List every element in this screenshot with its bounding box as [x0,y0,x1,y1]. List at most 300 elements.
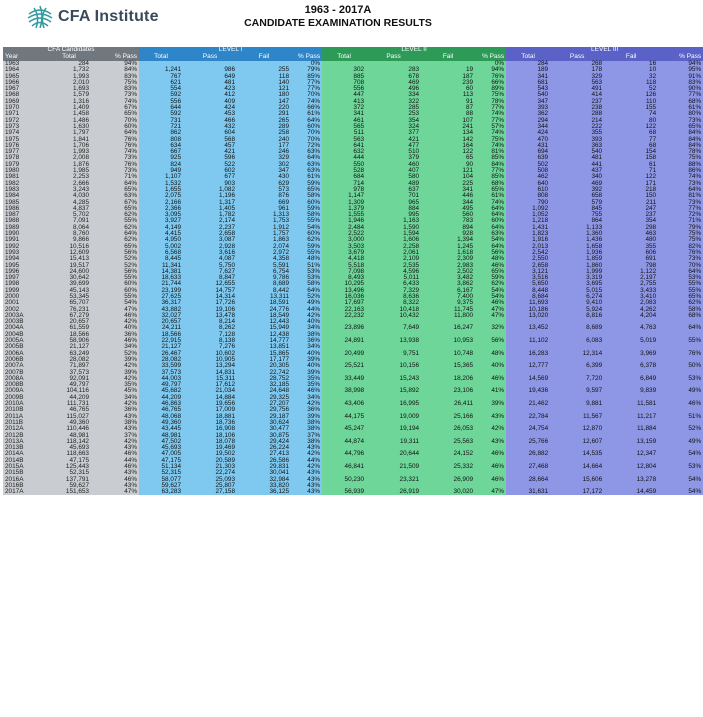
table-cell: 372 [322,105,366,111]
table-cell: 253 [366,111,421,117]
table-cell: 496 [366,86,421,92]
table-cell: 25,332 [421,464,475,470]
table-cell: 55% [291,250,322,256]
year-cell: 1992 [3,244,47,250]
table-cell: 76% [91,143,139,149]
year-cell: 2001 [3,300,47,306]
table-cell: 432 [183,124,237,130]
table-cell: 214 [550,118,604,124]
table-cell: 50,230 [322,477,366,483]
table-cell: 461 [322,118,366,124]
table-cell: 481 [550,155,604,161]
table-cell: 65 [421,155,475,161]
table-cell: 17,697 [322,300,366,306]
table-cell: 60% [291,200,322,206]
table-cell: 46% [475,477,506,483]
table-cell: 2,083 [604,300,658,306]
table-cell: 53% [291,269,322,275]
table-cell: 121 [421,168,475,174]
table-cell: 110,446 [47,426,91,432]
table-cell: 8,064 [47,225,91,231]
table-cell: 2,755 [604,281,658,287]
table-cell: 447 [322,92,366,98]
table-cell: 341 [322,111,366,117]
table-cell: 28,082 [139,357,183,363]
table-cell: 90 [421,162,475,168]
table-cell: 68 [604,130,658,136]
table-cell: 885 [322,74,366,80]
table-cell: 284 [506,61,550,67]
table-cell: 393 [550,137,604,143]
table-cell: 38% [291,439,322,445]
table-cell: 363 [550,143,604,149]
table-cell: 6,754 [237,269,291,275]
year-cell: 1998 [3,281,47,287]
table-cell: 14,831 [183,370,237,376]
table-cell: 19 [421,67,475,73]
table-cell: 68% [475,181,506,187]
table-cell: 12,777 [506,363,550,369]
table-cell: 67% [91,105,139,111]
table-cell: 1,379 [322,206,366,212]
table-cell: 1,163 [366,218,421,224]
table-cell: 13,311 [237,294,291,300]
table-cell: 178 [550,67,604,73]
table-cell: 63% [291,162,322,168]
table-cell: 68% [658,99,703,105]
year-cell: 1977 [3,149,47,155]
year-cell: 2011A [3,414,47,420]
table-cell: 437 [550,168,604,174]
table-cell: 691 [604,256,658,262]
table-cell: 21,127 [139,344,183,350]
table-cell: 30,642 [47,275,91,281]
table-cell: 808 [139,137,183,143]
table-cell: 2,174 [183,218,237,224]
logo-text: CFA Institute [58,8,159,25]
table-cell: 68% [658,313,703,319]
table-cell: 1,107 [139,174,183,180]
table-cell: 677 [183,174,237,180]
table-cell: 29,831 [237,464,291,470]
table-cell: 43% [291,483,322,489]
table-cell: 4,596 [366,269,421,275]
table-cell: 14,535 [550,451,604,457]
table-cell: 1,431 [506,225,550,231]
table-cell: 5,650 [506,281,550,287]
table-cell: 43,445 [139,426,183,432]
table-cell: 3,862 [421,281,475,287]
table-cell: 14,569 [506,376,550,382]
table-cell: 61% [291,174,322,180]
table-cell: 36% [91,407,139,413]
table-cell: 334 [366,92,421,98]
table-cell: 15,892 [366,388,421,394]
table-cell: 8,138 [183,338,237,344]
table-cell: 1,579 [47,92,91,98]
table-cell: 45% [91,388,139,394]
table-cell: 40% [91,325,139,331]
table-cell: 556 [139,99,183,105]
table-cell: 14,777 [237,338,291,344]
table-cell: 4,204 [604,313,658,319]
table-cell: 621 [139,80,183,86]
table-cell: 10,186 [506,307,550,313]
table-cell: 40% [291,363,322,369]
table-cell: 18,736 [183,420,237,426]
table-cell: 798 [604,263,658,269]
table-cell: 258 [237,130,291,136]
group-header-3: LEVEL III [506,47,703,54]
table-cell: 1,147 [322,193,366,199]
table-cell: 13,478 [183,313,237,319]
table-cell: 70% [291,130,322,136]
table-cell: 16,995 [366,401,421,407]
table-cell: 73% [658,200,703,206]
table-cell: 409 [183,99,237,105]
year-cell: 2007B [3,370,47,376]
results-table [3,47,703,495]
table-cell: 13,452 [506,325,550,331]
table-cell: 8,445 [139,256,183,262]
table-cell: 1,316 [47,99,91,105]
group-header-2: LEVEL II [322,47,506,54]
table-cell: 45,247 [322,426,366,432]
table-cell: 3,121 [506,269,550,275]
table-cell: 49% [658,439,703,445]
table-cell: 6,399 [550,363,604,369]
table-cell: 20,589 [183,458,237,464]
table-cell: 19,436 [506,388,550,394]
table-cell: 43% [475,414,506,420]
table-cell: 2,522 [322,231,366,237]
table-cell: 64% [475,244,506,250]
table-cell: 189 [506,67,550,73]
table-cell: 824 [139,162,183,168]
table-cell: 592 [139,111,183,117]
table-cell: 681 [506,80,550,86]
table-cell: 225 [421,181,475,187]
table-cell: 49% [658,388,703,394]
table-cell: 48,981 [139,433,183,439]
table-cell: 25,766 [506,439,550,445]
table-cell: 522 [183,162,237,168]
table-cell: 21,744 [139,281,183,287]
table-cell: 2,542 [506,250,550,256]
table-cell: 414 [550,92,604,98]
table-cell: 14,314 [183,294,237,300]
table-cell: 49,360 [47,420,91,426]
table-cell: 1,052 [506,212,550,218]
table-cell: 11,884 [604,426,658,432]
table-cell: 241 [421,124,475,130]
table-cell: 808 [506,193,550,199]
table-cell: 70% [91,118,139,124]
year-cell: 2006A [3,351,47,357]
table-cell: 13,020 [506,313,550,319]
table-cell: 58% [291,281,322,287]
table-cell: 46,765 [139,407,183,413]
table-cell: 46% [475,376,506,382]
table-row [3,489,703,495]
table-cell: 29,756 [237,407,291,413]
table-cell: 10,953 [421,338,475,344]
table-cell: 54% [91,300,139,306]
table-cell: 43% [91,483,139,489]
table-cell: 2,928 [183,244,237,250]
table-cell: 25,093 [183,477,237,483]
table-cell: 48,068 [139,414,183,420]
year-cell: 1987 [3,212,47,218]
table-cell: 12,655 [183,281,237,287]
year-cell: 1971 [3,111,47,117]
table-cell: 26,467 [139,351,183,357]
table-cell: 783 [421,218,475,224]
table-cell: 147 [237,99,291,105]
table-cell: 412 [183,92,237,98]
column-header: Fail [604,54,658,61]
table-cell: 24,891 [322,338,366,344]
table-cell: 1,732 [47,67,91,73]
table-cell: 91% [658,74,703,80]
table-cell: 77% [475,168,506,174]
table-cell: 470 [506,137,550,143]
table-cell: 62% [291,237,322,243]
table-cell: 29,187 [237,414,291,420]
table-cell: 1,360 [550,231,604,237]
table-cell: 634 [139,143,183,149]
table-cell: 67,279 [47,313,91,319]
table-cell: 239 [421,80,475,86]
column-header: % Pass [91,54,139,61]
table-cell: 637 [366,187,421,193]
page-subtitle: CANDIDATE EXAMINATION RESULTS [244,17,432,29]
table-cell: 107 [421,118,475,124]
table-cell: 2,008 [47,155,91,161]
table-cell: 10,905 [183,357,237,363]
table-cell: 30,020 [421,489,475,495]
table-cell: 53,345 [47,294,91,300]
table-cell: 42% [291,401,322,407]
table-cell: 629 [237,181,291,187]
table-cell: 3,433 [604,288,658,294]
table-cell: 75% [658,155,703,161]
table-cell: 441 [550,162,604,168]
table-cell: 1,313 [237,212,291,218]
table-cell: 5,518 [322,263,366,269]
table-cell: 5,591 [237,263,291,269]
table-cell: 3,243 [47,187,91,193]
table-cell: 19,502 [183,451,237,457]
table-cell: 8,322 [366,300,421,306]
table-cell: 845 [550,206,604,212]
table-cell: 430 [237,174,291,180]
table-cell: 47,175 [139,458,183,464]
table-cell: 6,849 [604,376,658,382]
table-cell: 74% [475,143,506,149]
table-cell: 2,013 [506,244,550,250]
table-cell: 18,591 [237,300,291,306]
table-cell: 1,606 [366,237,421,243]
table-cell: 46% [658,401,703,407]
table-cell: 4,950 [139,237,183,243]
table-cell: 5,015 [550,288,604,294]
table-cell: 731 [139,118,183,124]
table-cell: 2,550 [506,256,550,262]
table-cell: 5,011 [366,275,421,281]
table-cell: 3,000 [322,237,366,243]
year-cell: 1989 [3,225,47,231]
table-cell: 392 [550,187,604,193]
table-cell: 46% [91,451,139,457]
table-cell: 1,782 [183,212,237,218]
table-cell: 667 [139,149,183,155]
table-cell: 53% [291,275,322,281]
table-cell: 16,283 [506,351,550,357]
table-cell: 1,436 [550,237,604,243]
table-cell: 77% [475,105,506,111]
table-cell: 56% [91,250,139,256]
table-cell: 1,594 [366,231,421,237]
table-cell: 6,167 [421,288,475,294]
table-cell: 47% [91,489,139,495]
table-cell: 7,128 [183,332,237,338]
table-cell: 74% [291,99,322,105]
table-cell: 238 [550,105,604,111]
table-cell: 13,294 [183,363,237,369]
table-cell: 187 [421,74,475,80]
table-cell: 65% [91,206,139,212]
table-cell: 708 [322,80,366,86]
table-cell: 24,152 [421,451,475,457]
year-cell: 2016A [3,477,47,483]
table-cell: 79% [658,225,703,231]
table-cell: 1,532 [139,181,183,187]
table-cell: 11,581 [604,401,658,407]
table-cell: 14,884 [183,395,237,401]
table-cell: 8,689 [550,325,604,331]
table-cell: 84% [475,162,506,168]
table-cell: 81% [658,193,703,199]
table-cell: 1,860 [550,263,604,269]
table-cell: 268 [550,61,604,67]
table-cell: 466 [183,118,237,124]
table-cell: 43% [91,445,139,451]
table-cell: 0% [291,61,322,67]
table-cell: 25,166 [421,414,475,420]
table-cell: 240 [237,137,291,143]
table-cell: 12,804 [604,464,658,470]
table-cell: 4,358 [237,256,291,262]
table-cell: 329 [237,155,291,161]
table-cell: 354 [604,218,658,224]
year-cell: 1990 [3,231,47,237]
table-cell: 44,003 [139,376,183,382]
table-cell: 24,211 [139,325,183,331]
year-cell: 2011B [3,420,47,426]
table-cell: 11,102 [506,338,550,344]
table-cell: 550 [322,162,366,168]
table-cell: 59% [475,275,506,281]
table-cell: 1,993 [47,74,91,80]
table-cell: 49,360 [139,420,183,426]
table-cell: 2,197 [604,275,658,281]
table-cell: 7,329 [366,288,421,294]
table-cell: 347 [506,99,550,105]
column-header: Total [139,54,183,61]
table-cell: 1,797 [47,130,91,136]
table-cell: 155 [604,105,658,111]
table-cell: 151,653 [47,489,91,495]
table-cell: 2,253 [47,174,91,180]
table-cell: 32,185 [237,382,291,388]
table-cell: 39% [475,401,506,407]
table-cell: 54% [658,477,703,483]
table-cell: 15,243 [366,376,421,382]
year-cell: 2009B [3,395,47,401]
table-cell: 83% [91,74,139,80]
table-cell: 94% [91,61,139,67]
table-cell: 1,317 [183,200,237,206]
table-cell: 33,599 [139,363,183,369]
table-cell: 20,644 [366,451,421,457]
table-cell: 44% [291,458,322,464]
table-cell: 2,535 [366,263,421,269]
table-cell: 55% [91,218,139,224]
table-cell: 9,410 [550,300,604,306]
column-header: Pass [183,54,237,61]
table-cell: 118 [604,80,658,86]
table-cell: 556 [322,86,366,92]
year-cell: 1997 [3,275,47,281]
table-cell: 632 [322,149,366,155]
table-cell: 60 [421,86,475,92]
table-cell: 13,159 [604,439,658,445]
table-cell: 11,567 [550,414,604,420]
table-cell: 21,303 [183,464,237,470]
table-cell: 36% [291,407,322,413]
table-cell: 469 [550,181,604,187]
year-cell: 2012B [3,433,47,439]
table-cell: 40% [475,363,506,369]
table-cell: 1,985 [47,168,91,174]
table-cell: 2,309 [421,256,475,262]
table-cell: 87 [421,105,475,111]
table-cell: 15,365 [421,363,475,369]
table-cell: 928 [421,231,475,237]
table-cell: 10,295 [322,281,366,287]
table-cell: 3,503 [322,244,366,250]
year-cell: 1980 [3,168,47,174]
table-cell: 55% [658,281,703,287]
year-cell: 2014B [3,458,47,464]
table-cell: 50% [658,363,703,369]
table-cell: 73% [91,168,139,174]
table-cell: 565 [322,124,366,130]
table-cell: 22,163 [322,307,366,313]
year-cell: 2004A [3,325,47,331]
table-cell: 17,726 [183,300,237,306]
table-cell: 84% [658,143,703,149]
table-cell: 61% [475,193,506,199]
globe-icon [26,4,54,30]
table-cell: 14,757 [183,288,237,294]
table-cell: 28,752 [237,376,291,382]
year-cell: 1988 [3,218,47,224]
table-cell: 12,609 [47,250,91,256]
table-cell: 2,502 [421,269,475,275]
table-cell: 511 [322,130,366,136]
